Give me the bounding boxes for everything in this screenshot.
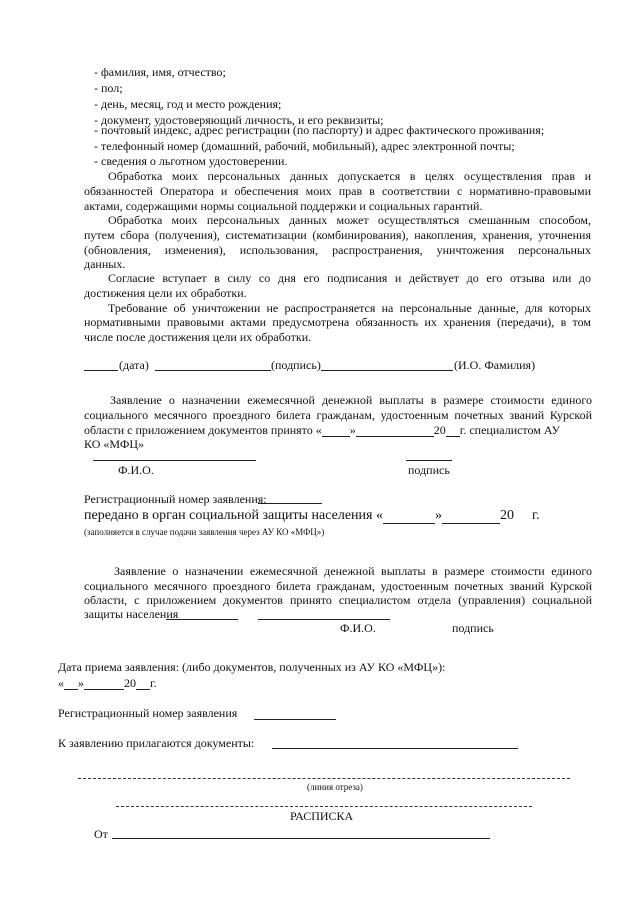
- text-fragment: »: [434, 508, 442, 523]
- year-space: [514, 509, 532, 523]
- fio-underline: [93, 460, 256, 461]
- fio-caption: Ф.И.О.: [118, 463, 154, 477]
- reg-number-label: Регистрационный номер заявления: [58, 706, 238, 720]
- text-fragment: г.: [150, 676, 157, 690]
- month-blank: [84, 677, 124, 690]
- month-blank: [356, 424, 434, 437]
- text-fragment: г.: [531, 508, 540, 523]
- text-fragment: »: [78, 676, 84, 690]
- signature-underline: [166, 619, 238, 620]
- month-blank: [442, 509, 500, 524]
- receipt-from-underline: [112, 838, 490, 839]
- paragraph-line: достижения цели их обработки.: [84, 286, 247, 300]
- paragraph-line: Заявление о назначении ежемесячной денежной выплаты в размере стоимости единого: [114, 564, 592, 578]
- paragraph-line: актами, содержащими нормы социальной поддержки и социальных гарантий.: [84, 199, 483, 213]
- year-blank: [136, 677, 150, 690]
- list-item: - документ, удостоверяющий личность, и его реквизиты;: [94, 113, 384, 127]
- text-fragment: 20: [499, 508, 514, 523]
- transfer-note: (заполняется в случае подачи заявления через АУ КО «МФЦ»): [84, 527, 325, 537]
- day-blank: [322, 424, 350, 437]
- paragraph-line: Обработка моих персональных данных допускается в целях осуществления прав и: [108, 169, 591, 183]
- reg-number-underline: [258, 503, 322, 504]
- attached-docs-label: К заявлению прилагаются документы:: [58, 736, 255, 750]
- paragraph-line: области, с приложением документов принято специалистом отдела (управления) социальной: [84, 593, 592, 607]
- day-blank: [383, 509, 435, 524]
- text-fragment: «: [58, 676, 64, 690]
- reg-number-underline: [254, 719, 336, 720]
- text-fragment: »: [349, 423, 356, 437]
- signature-caption: подпись: [408, 463, 450, 477]
- day-blank: [64, 677, 78, 690]
- text-fragment: 20: [433, 423, 446, 437]
- list-item: - день, месяц, год и место рождения;: [94, 97, 282, 111]
- fio-underline: [258, 619, 390, 620]
- cut-line-bottom: [116, 806, 532, 807]
- signature-caption: (подпись): [271, 358, 321, 372]
- receipt-date-line: [58, 677, 157, 690]
- date-underline: [84, 370, 118, 371]
- paragraph-line: Обработка моих персональных данных может осуществляться смешанным способом,: [108, 213, 591, 227]
- receipt-from-label: От: [94, 827, 108, 841]
- paragraph-line: социального месячного проездного билета гражданам, удостоенным почетных званий Курской: [84, 408, 592, 422]
- receipt-date-label: Дата приема заявления: (либо документов, полученных из АУ КО «МФЦ»):: [58, 660, 446, 674]
- list-item: - сведения о льготном удостоверении.: [94, 154, 288, 168]
- date-caption: (дата): [119, 358, 149, 372]
- cut-line-top: [78, 778, 570, 779]
- attached-docs-underline: [272, 748, 518, 749]
- paragraph-line: социального месячного проездного билета гражданам, удостоенным почетных званий Курской: [84, 579, 592, 593]
- reg-number-label: Регистрационный номер заявления:: [84, 492, 267, 506]
- cut-line-caption: (линия отреза): [307, 782, 363, 792]
- paragraph-line: [84, 424, 560, 437]
- name-underline: [321, 370, 453, 371]
- paragraph-line: обязанностей Оператора и обеспечения моих прав в соответствии с нормативно-правовыми: [84, 184, 591, 198]
- text-fragment: области с приложением документов принято «: [84, 423, 322, 437]
- text-fragment: передано в орган социальной защиты населения «: [84, 508, 383, 523]
- name-caption: (И.О. Фамилия): [454, 358, 536, 372]
- fio-caption: Ф.И.О.: [340, 621, 376, 635]
- year-blank: [446, 424, 460, 437]
- text-fragment: г. специалистом АУ: [459, 423, 560, 437]
- transfer-line: [84, 509, 540, 524]
- list-item: - пол;: [94, 81, 123, 95]
- paragraph-line: нормативными правовыми актами предусмотрена обязанность их хранения (передачи), в том: [84, 315, 591, 329]
- list-item: - почтовый индекс, адрес регистрации (по паспорту) и адрес фактического проживания;: [94, 123, 545, 137]
- paragraph-line: путем сбора (получения), систематизации (комбинирования), накопления, хранения, уточнения: [84, 228, 591, 242]
- paragraph-line: числе после достижения цели их обработки.: [84, 330, 312, 344]
- paragraph-line: Согласие вступает в силу со дня его подписания и действует до его отзыва или до: [108, 271, 591, 285]
- list-item: - фамилия, имя, отчество;: [94, 65, 226, 79]
- list-item: - телефонный номер (домашний, рабочий, мобильный), адрес электронной почты;: [94, 139, 515, 153]
- signature-caption: подпись: [452, 621, 494, 635]
- signature-underline: [406, 460, 452, 461]
- signature-underline: [155, 370, 271, 371]
- paragraph-line: защиты населения: [84, 607, 179, 621]
- paragraph-line: Заявление о назначении ежемесячной денежной выплаты в размере стоимости единого: [110, 393, 592, 407]
- receipt-title: РАСПИСКА: [290, 809, 354, 823]
- paragraph-line: данных.: [84, 257, 126, 271]
- text-fragment: 20: [124, 676, 136, 690]
- paragraph-line: Требование об уничтожении не распространяется на персональные данные, для которых: [108, 301, 591, 315]
- paragraph-line: КО «МФЦ»: [84, 437, 145, 451]
- paragraph-line: (обновления, изменения), использования, распространения, уничтожения персональных: [84, 243, 591, 257]
